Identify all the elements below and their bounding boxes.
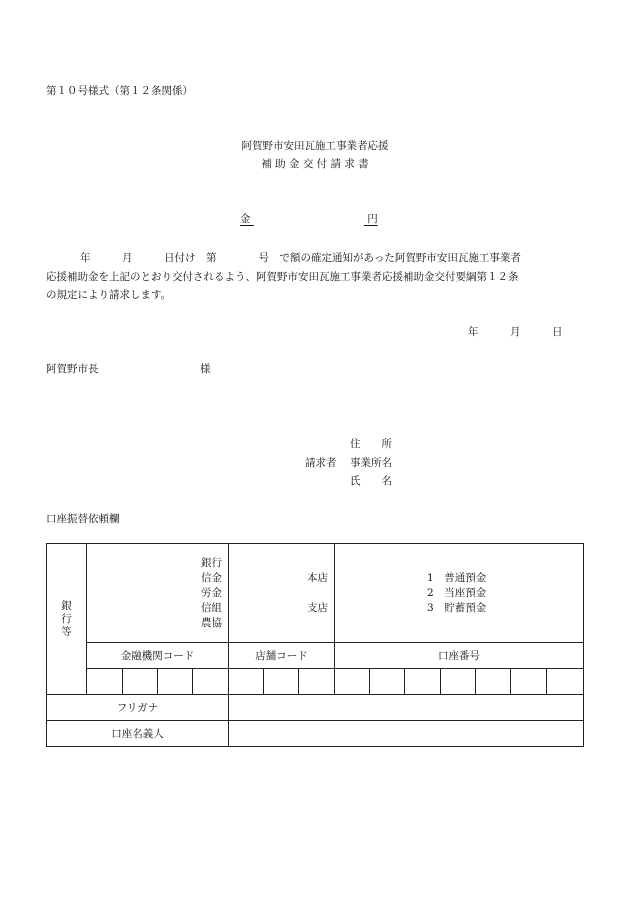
applicant-address-label: 住 所 xyxy=(350,438,392,450)
institution-shinkumi: 信組 xyxy=(201,601,222,614)
applicant-office-label: 事業所名 xyxy=(350,457,392,469)
account-type-ordinary: 1 普通預金 xyxy=(427,571,487,584)
bank-code-digit-2[interactable] xyxy=(123,669,158,695)
branch-code-header: 店舗コード xyxy=(229,643,335,669)
branch-code-digit-3[interactable] xyxy=(299,669,335,695)
body-line-3: の規定により請求します。 xyxy=(46,289,172,301)
account-table xyxy=(46,543,584,747)
request-date: 年 月 日 xyxy=(468,326,563,338)
addressee-honorific: 様 xyxy=(200,363,211,375)
branch-cell xyxy=(229,544,335,643)
institution-nokyo: 農協 xyxy=(201,616,222,629)
amount-suffix: 円 xyxy=(367,213,378,225)
account-holder-label: 口座名義人 xyxy=(47,721,229,747)
account-number-digit-6[interactable] xyxy=(511,669,547,695)
bank-code-digit-4[interactable] xyxy=(193,669,229,695)
institution-rokin: 労金 xyxy=(201,586,222,599)
account-number-digit-2[interactable] xyxy=(370,669,405,695)
account-number-digit-5[interactable] xyxy=(476,669,511,695)
bank-code-header: 金融機関コード xyxy=(87,643,229,669)
branch-main: 本店 xyxy=(307,571,329,584)
applicant-label: 請求者 xyxy=(305,457,337,469)
amount-line xyxy=(240,211,380,226)
addressee-name: 阿賀野市長 xyxy=(46,363,99,375)
account-number-digit-7[interactable] xyxy=(547,669,584,695)
account-type-current: 2 当座預金 xyxy=(427,586,487,599)
bank-code-digit-1[interactable] xyxy=(87,669,123,695)
title-line-2: 補 助 金 交 付 請 求 書 xyxy=(261,158,369,170)
account-number-digit-4[interactable] xyxy=(441,669,476,695)
applicant-name-label: 氏 名 xyxy=(350,475,392,487)
body-line-2: 応援補助金を上記のとおり交付されるよう、阿賀野市安田瓦施工事業者応援補助金交付要綱第１２条 xyxy=(46,271,519,283)
bank-label-cell xyxy=(47,544,87,695)
branch-sub: 支店 xyxy=(307,601,329,614)
account-type-savings: 3 貯蓄預金 xyxy=(427,601,487,614)
institution-shinkin: 信金 xyxy=(201,571,222,584)
form-number: 第１０号様式（第１２条関係） xyxy=(46,85,193,97)
branch-code-digit-2[interactable] xyxy=(264,669,299,695)
institution-cell xyxy=(87,544,229,643)
account-holder-value[interactable] xyxy=(229,721,584,747)
section-title: 口座振替依頼欄 xyxy=(46,513,120,525)
bank-code-digit-3[interactable] xyxy=(158,669,193,695)
furigana-value[interactable] xyxy=(229,695,584,721)
account-type-cell xyxy=(335,544,584,643)
account-number-header: 口座番号 xyxy=(335,643,584,669)
account-number-digit-3[interactable] xyxy=(405,669,441,695)
title-line-1: 阿賀野市安田瓦施工事業者応援 xyxy=(241,140,389,152)
branch-code-digit-1[interactable] xyxy=(229,669,264,695)
bank-label: 銀行等 xyxy=(61,599,72,638)
amount-prefix: 金 xyxy=(240,213,251,225)
body-line-1: 年 月 日付け 第 号 で額の確定通知があった阿賀野市安田瓦施工事業者 xyxy=(80,252,521,264)
furigana-label: フリガナ xyxy=(47,695,229,721)
institution-bank: 銀行 xyxy=(201,556,222,569)
account-number-digit-1[interactable] xyxy=(335,669,370,695)
